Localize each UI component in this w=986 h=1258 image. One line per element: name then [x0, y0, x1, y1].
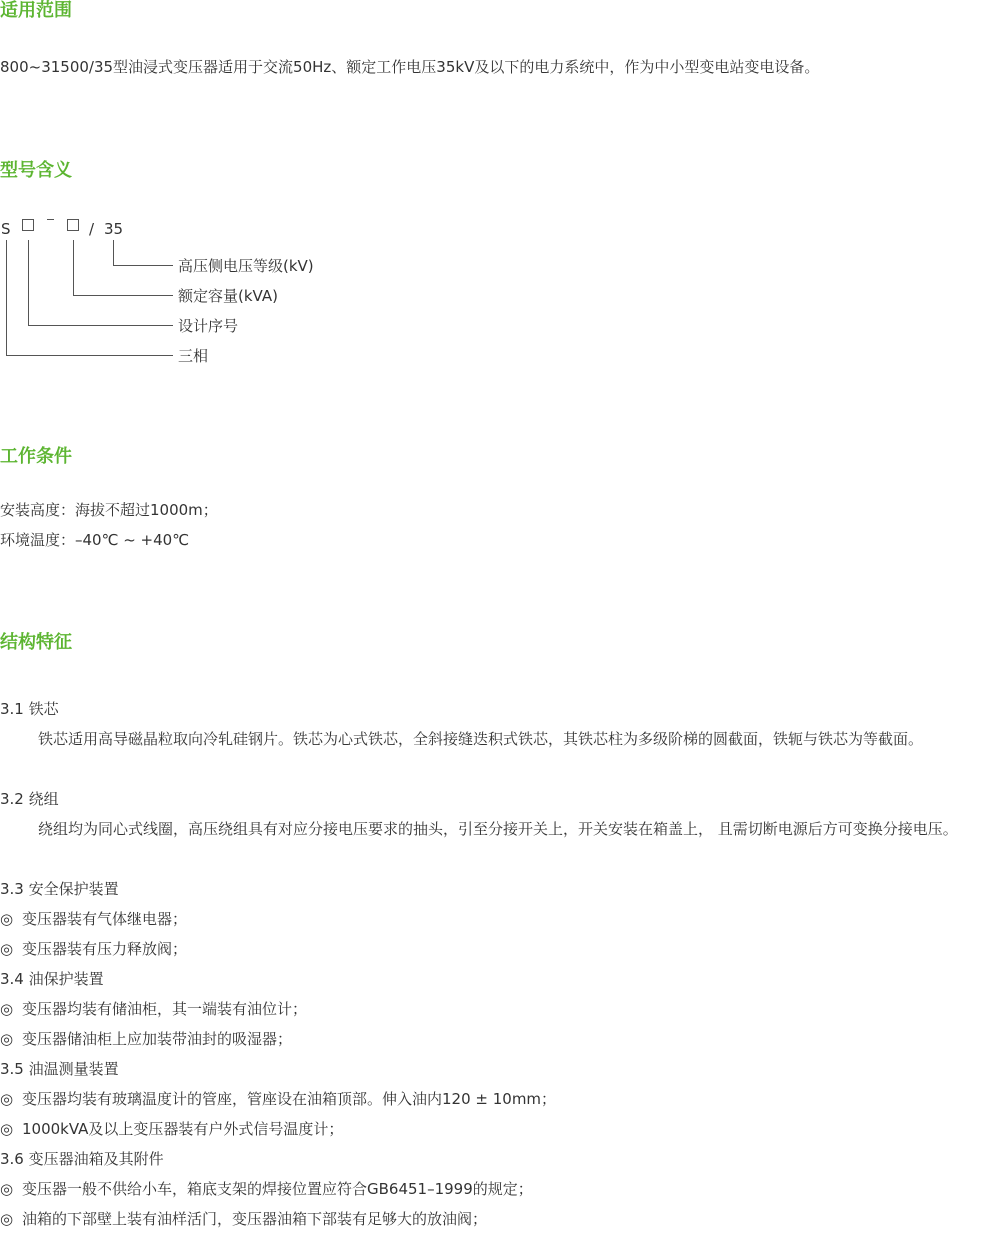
subsection-title-core: 3.1 铁芯 — [0, 700, 59, 718]
subsection-title-oil-protection: 3.4 油保护装置 — [0, 970, 104, 988]
bracket-design — [29, 240, 174, 326]
list-item: ◎ 油箱的下部壁上装有油样活门，变压器油箱下部装有足够大的放油阀； — [0, 1204, 984, 1234]
bracket-voltage — [114, 240, 174, 266]
list-item: ◎ 变压器装有气体继电器； — [0, 904, 984, 934]
bullet-icon: ◎ — [0, 910, 14, 928]
list-item: ◎ 变压器一般不供给小车，箱底支架的焊接位置应符合GB6451–1999的规定； — [0, 1174, 984, 1204]
bullet-icon: ◎ — [0, 1030, 14, 1048]
subsection-title-safety: 3.3 安全保护装置 — [0, 880, 119, 898]
list-item: ◎ 1000kVA及以上变压器装有户外式信号温度计； — [0, 1114, 984, 1144]
section-title-structure: 结构特征 — [0, 632, 72, 653]
bullet-icon: ◎ — [0, 1090, 14, 1108]
subsection-title-winding: 3.2 绕组 — [0, 790, 59, 808]
list-item: ◎ 变压器装有压力释放阀； — [0, 934, 984, 964]
subsection-title-oil-temperature: 3.5 油温测量装置 — [0, 1060, 119, 1078]
legend-voltage: 高压侧电压等级(kV) — [178, 257, 314, 275]
code-letter-s: S — [1, 220, 11, 238]
section-title-model: 型号含义 — [0, 160, 72, 181]
bullet-icon: ◎ — [0, 940, 14, 958]
bracket-capacity — [74, 240, 174, 296]
bullet-icon: ◎ — [0, 1000, 14, 1018]
section-title-conditions: 工作条件 — [0, 446, 72, 467]
core-text: 铁芯适用高导磁晶粒取向冷轧硅钢片。铁芯为心式铁芯，全斜接缝迭积式铁芯，其铁芯柱为多级阶梯的圆截面，铁轭与铁芯为等截面。 — [38, 730, 924, 748]
legend-design: 设计序号 — [178, 317, 239, 335]
code-slash: / — [89, 220, 95, 238]
list-item: ◎ 变压器均装有储油柜，其一端装有油位计； — [0, 994, 984, 1024]
bullet-icon: ◎ — [0, 1210, 14, 1228]
subsection-title-oil-tank: 3.6 变压器油箱及其附件 — [0, 1150, 164, 1168]
model-bracket-lines — [0, 0, 986, 380]
winding-text: 绕组均为同心式线圈，高压绕组具有对应分接电压要求的抽头，引至分接开关上，开关安装在箱盖上， 且需切断电源后方可变换分接电压。 — [38, 820, 958, 838]
condition-altitude: 安装高度：海拔不超过1000m； — [0, 501, 218, 519]
bullet-icon: ◎ — [0, 1180, 14, 1198]
condition-temperature: 环境温度：–40℃ ~ +40℃ — [0, 531, 190, 549]
scope-text: 800~31500/35型油浸式变压器适用于交流50Hz、额定工作电压35kV及以下的电力系统中，作为中小型变电站变电设备。 — [0, 58, 820, 76]
legend-capacity: 额定容量(kVA) — [178, 287, 278, 305]
list-item: ◎ 变压器储油柜上应加装带油封的吸湿器； — [0, 1024, 984, 1054]
bullet-icon: ◎ — [0, 1120, 14, 1138]
list-item: ◎ 变压器均装有玻璃温度计的管座，管座设在油箱顶部。伸入油内120 ± 10mm； — [0, 1084, 984, 1114]
section-title-scope: 适用范围 — [0, 0, 72, 21]
bracket-phase — [7, 240, 174, 356]
code-voltage: 35 — [104, 220, 124, 238]
legend-phase: 三相 — [178, 347, 209, 365]
